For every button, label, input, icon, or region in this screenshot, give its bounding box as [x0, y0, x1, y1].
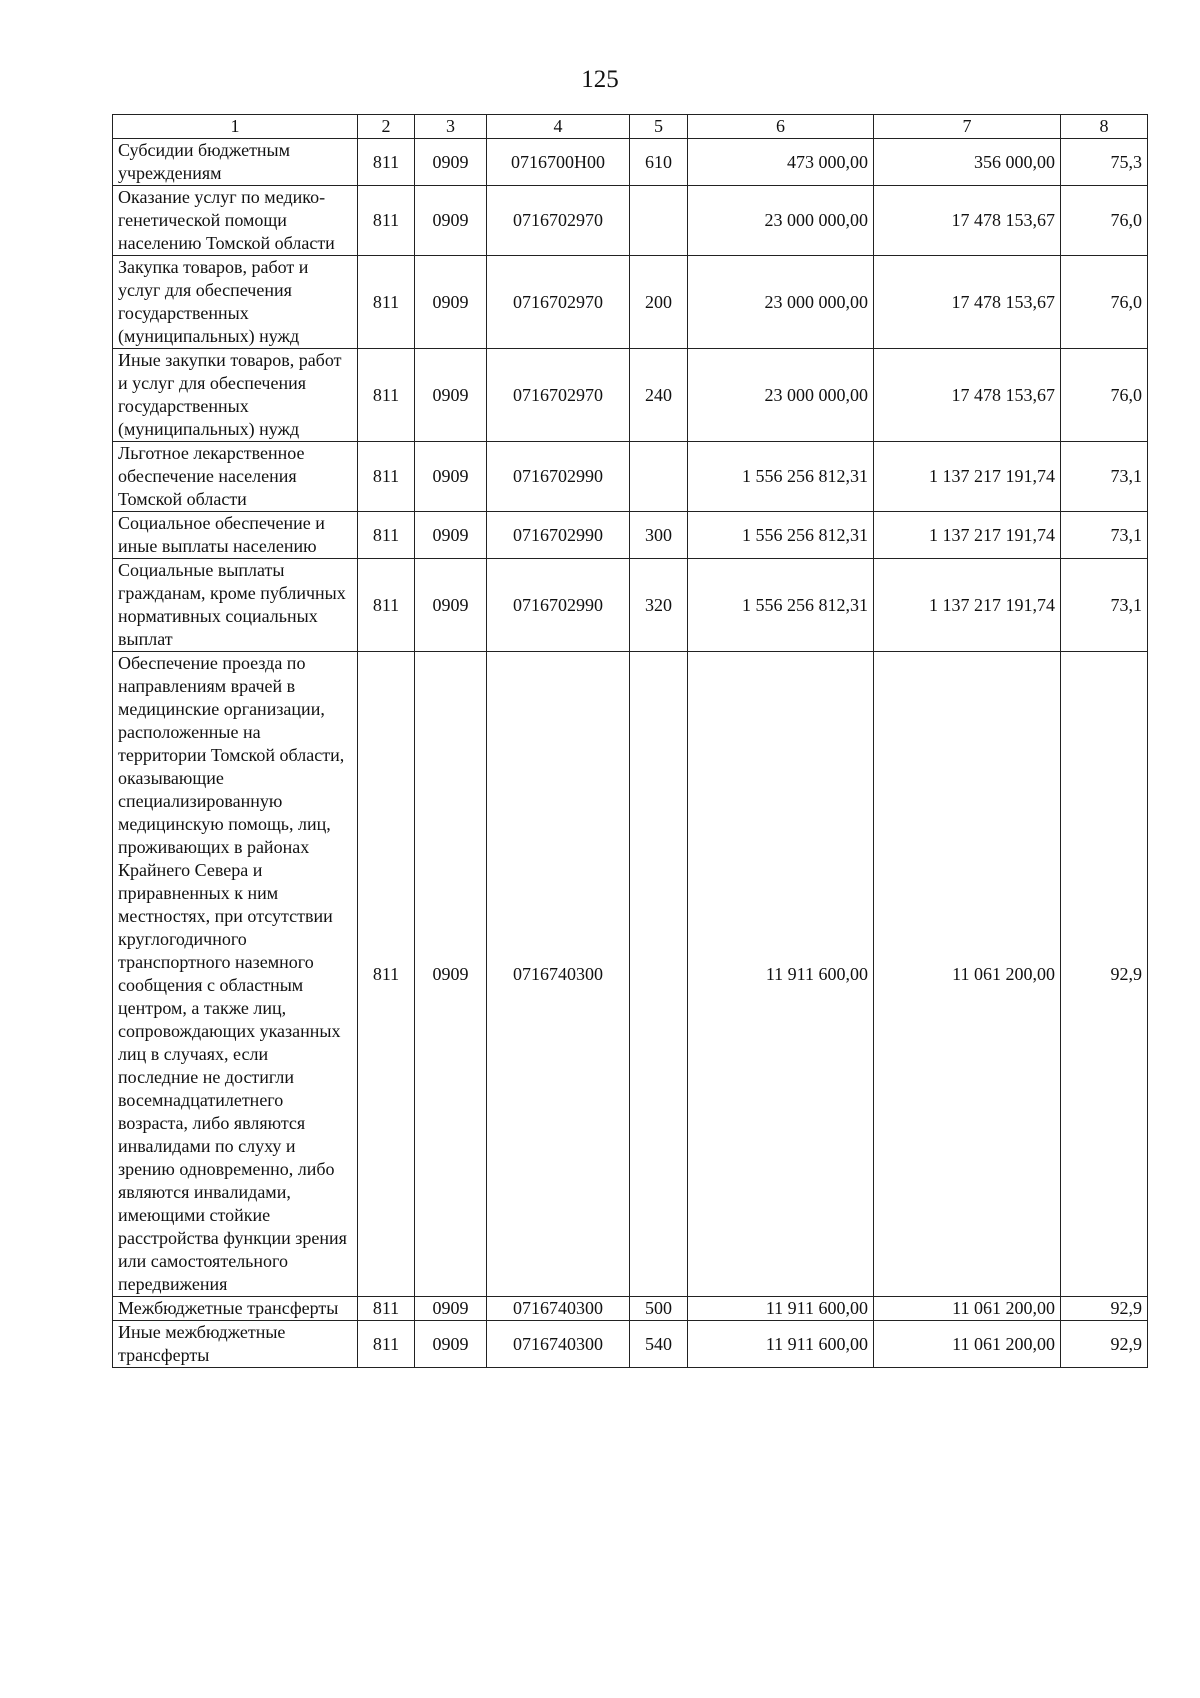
row-section: 0909	[415, 186, 487, 256]
row-pct: 75,3	[1061, 139, 1148, 186]
row-plan: 23 000 000,00	[688, 256, 874, 349]
table-row	[113, 652, 1148, 1297]
row-section: 0909	[415, 349, 487, 442]
column-header: 8	[1061, 115, 1148, 139]
row-grbs: 811	[358, 512, 415, 559]
table-row	[113, 559, 1148, 652]
row-plan: 1 556 256 812,31	[688, 442, 874, 512]
row-name: Обеспечение проезда по направлениям врачей в медицинские организации, расположенные на территории Томской области, оказывающие специализированную медицинскую помощь, лиц, проживающих в районах Крайнего Севера и приравненных к ним местностях, при отсутствии круглогодичного транспортного наземного сообщения с областным центром, а также лиц, сопровождающих указанных лиц в случаях, если последние не достигли восемнадцатилетнего возраста, либо являются инвалидами по слуху и зрению одновременно, либо являются инвалидами, имеющими стойкие расстройства функции зрения или самостоятельного передвижения	[113, 652, 358, 1297]
row-pct: 73,1	[1061, 512, 1148, 559]
row-grbs: 811	[358, 1297, 415, 1321]
row-grbs: 811	[358, 186, 415, 256]
row-pct: 92,9	[1061, 1297, 1148, 1321]
row-fact: 11 061 200,00	[874, 1297, 1061, 1321]
column-header: 1	[113, 115, 358, 139]
row-pct: 92,9	[1061, 652, 1148, 1297]
row-target: 0716702970	[487, 349, 630, 442]
row-section: 0909	[415, 512, 487, 559]
row-name: Льготное лекарственное обеспечение населения Томской области	[113, 442, 358, 512]
row-fact: 1 137 217 191,74	[874, 512, 1061, 559]
column-header: 4	[487, 115, 630, 139]
row-vr	[630, 652, 688, 1297]
row-grbs: 811	[358, 559, 415, 652]
row-plan: 1 556 256 812,31	[688, 512, 874, 559]
row-target: 0716702990	[487, 512, 630, 559]
row-target: 0716702990	[487, 442, 630, 512]
table-row	[113, 1297, 1148, 1321]
table-row	[113, 139, 1148, 186]
row-name: Оказание услуг по медико-генетической помощи населению Томской области	[113, 186, 358, 256]
row-section: 0909	[415, 442, 487, 512]
row-target: 0716700Н00	[487, 139, 630, 186]
row-grbs: 811	[358, 652, 415, 1297]
row-vr: 500	[630, 1297, 688, 1321]
row-fact: 11 061 200,00	[874, 652, 1061, 1297]
row-fact: 17 478 153,67	[874, 256, 1061, 349]
row-section: 0909	[415, 1297, 487, 1321]
row-vr: 240	[630, 349, 688, 442]
row-plan: 11 911 600,00	[688, 1321, 874, 1368]
row-name: Закупка товаров, работ и услуг для обеспечения государственных (муниципальных) нужд	[113, 256, 358, 349]
header-row	[113, 115, 1148, 139]
row-grbs: 811	[358, 349, 415, 442]
row-target: 0716702990	[487, 559, 630, 652]
row-fact: 1 137 217 191,74	[874, 559, 1061, 652]
row-target: 0716702970	[487, 186, 630, 256]
row-name: Субсидии бюджетным учреждениям	[113, 139, 358, 186]
table-row	[113, 186, 1148, 256]
table-row	[113, 349, 1148, 442]
row-grbs: 811	[358, 442, 415, 512]
row-target: 0716740300	[487, 652, 630, 1297]
row-grbs: 811	[358, 1321, 415, 1368]
page-number: 125	[581, 66, 619, 93]
row-vr	[630, 186, 688, 256]
row-pct: 92,9	[1061, 1321, 1148, 1368]
column-header: 6	[688, 115, 874, 139]
row-target: 0716740300	[487, 1321, 630, 1368]
row-name: Иные закупки товаров, работ и услуг для обеспечения государственных (муниципальных) нужд	[113, 349, 358, 442]
row-grbs: 811	[358, 139, 415, 186]
row-fact: 17 478 153,67	[874, 186, 1061, 256]
row-vr: 300	[630, 512, 688, 559]
row-fact: 17 478 153,67	[874, 349, 1061, 442]
row-vr: 320	[630, 559, 688, 652]
row-plan: 23 000 000,00	[688, 186, 874, 256]
row-vr: 200	[630, 256, 688, 349]
budget-table	[112, 114, 1148, 1368]
row-grbs: 811	[358, 256, 415, 349]
row-section: 0909	[415, 256, 487, 349]
table-row	[113, 256, 1148, 349]
row-target: 0716702970	[487, 256, 630, 349]
row-fact: 1 137 217 191,74	[874, 442, 1061, 512]
table-row	[113, 512, 1148, 559]
column-header: 7	[874, 115, 1061, 139]
row-vr	[630, 442, 688, 512]
row-plan: 23 000 000,00	[688, 349, 874, 442]
row-fact: 11 061 200,00	[874, 1321, 1061, 1368]
row-plan: 473 000,00	[688, 139, 874, 186]
row-name: Иные межбюджетные трансферты	[113, 1321, 358, 1368]
row-plan: 1 556 256 812,31	[688, 559, 874, 652]
row-name: Социальное обеспечение и иные выплаты населению	[113, 512, 358, 559]
table-row	[113, 442, 1148, 512]
row-pct: 76,0	[1061, 256, 1148, 349]
row-pct: 76,0	[1061, 186, 1148, 256]
row-pct: 76,0	[1061, 349, 1148, 442]
row-section: 0909	[415, 139, 487, 186]
row-target: 0716740300	[487, 1297, 630, 1321]
row-pct: 73,1	[1061, 442, 1148, 512]
row-fact: 356 000,00	[874, 139, 1061, 186]
row-name: Межбюджетные трансферты	[113, 1297, 358, 1321]
row-section: 0909	[415, 1321, 487, 1368]
table-row	[113, 1321, 1148, 1368]
row-vr: 540	[630, 1321, 688, 1368]
column-header: 5	[630, 115, 688, 139]
row-section: 0909	[415, 559, 487, 652]
row-pct: 73,1	[1061, 559, 1148, 652]
row-section: 0909	[415, 652, 487, 1297]
row-plan: 11 911 600,00	[688, 652, 874, 1297]
column-header: 3	[415, 115, 487, 139]
row-name: Социальные выплаты гражданам, кроме публичных нормативных социальных выплат	[113, 559, 358, 652]
column-header: 2	[358, 115, 415, 139]
row-vr: 610	[630, 139, 688, 186]
row-plan: 11 911 600,00	[688, 1297, 874, 1321]
